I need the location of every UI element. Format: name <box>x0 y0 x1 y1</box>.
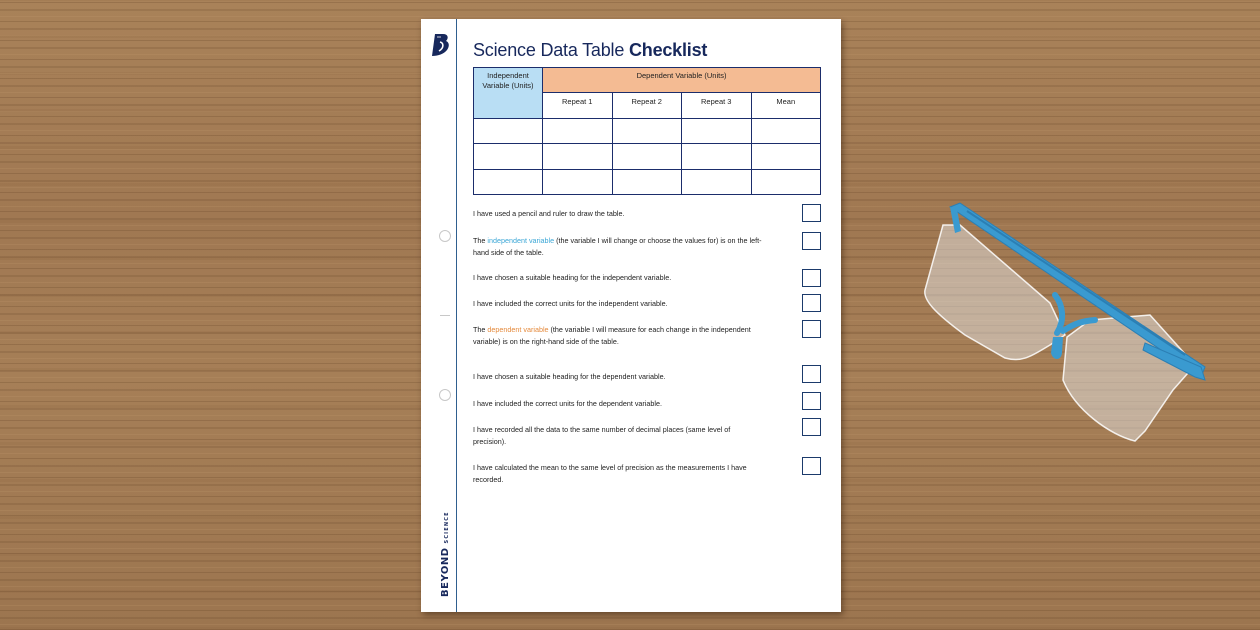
text-suffix: (the variable I will measure for each change in the independent variable) is on the right-hand side of the table. <box>473 325 751 346</box>
checklist-item-dependent-position <box>473 324 821 347</box>
data-table <box>473 67 821 195</box>
checklist-item-decimal-places <box>473 424 821 447</box>
title-bold: Checklist <box>628 40 708 60</box>
checklist-item-mean-precision <box>473 462 821 485</box>
checklist-text: I have calculated the mean to the same level of precision as the measurements I have recorded. <box>473 463 747 484</box>
dependent-variable-highlight: dependent variable <box>487 325 549 334</box>
table-cell[interactable] <box>751 118 821 143</box>
page-title <box>473 40 707 61</box>
title-regular: Science Data Table <box>473 40 629 60</box>
checklist-text: I have used a pencil and ruler to draw the table. <box>473 209 625 218</box>
independent-variable-header: Independent Variable (Units) <box>474 68 543 119</box>
checklist-text <box>473 235 763 258</box>
checklist-text: I have chosen a suitable heading for the dependent variable. <box>473 372 666 381</box>
table-cell[interactable] <box>474 169 543 194</box>
beyond-b-logo-icon <box>430 33 450 57</box>
checkbox[interactable] <box>802 294 821 312</box>
checklist-text: I have included the correct units for the independent variable. <box>473 299 668 308</box>
dependent-variable-header: Dependent Variable (Units) <box>543 68 821 93</box>
brand-sub: SCIENCE <box>444 511 450 544</box>
text-prefix: The <box>473 236 488 245</box>
table-cell[interactable] <box>682 144 752 169</box>
table-row <box>474 118 821 143</box>
table-row <box>474 169 821 194</box>
checklist-item-independent-heading <box>473 272 821 284</box>
table-cell[interactable] <box>543 118 613 143</box>
center-mark <box>440 315 450 316</box>
checkbox[interactable] <box>802 232 821 250</box>
checkbox[interactable] <box>802 365 821 383</box>
repeat-2-header: Repeat 2 <box>612 93 682 118</box>
brand-wordmark <box>440 511 451 597</box>
table-cell[interactable] <box>751 144 821 169</box>
checkbox[interactable] <box>802 392 821 410</box>
table-cell[interactable] <box>543 169 613 194</box>
checklist-item-pencil-ruler <box>473 208 821 220</box>
table-cell[interactable] <box>474 118 543 143</box>
checklist-item-dependent-units <box>473 398 821 410</box>
checklist-item-independent-position <box>473 235 821 258</box>
table-row <box>474 144 821 169</box>
checklist-text <box>473 324 763 347</box>
checklist-text: I have recorded all the data to the same number of decimal places (same level of precision). <box>473 425 731 446</box>
repeat-1-header: Repeat 1 <box>543 93 613 118</box>
checklist-item-independent-units <box>473 298 821 310</box>
table-cell[interactable] <box>543 144 613 169</box>
checkbox[interactable] <box>802 418 821 436</box>
punch-hole-bottom <box>439 389 451 401</box>
table-cell[interactable] <box>682 169 752 194</box>
checklist-text: I have included the correct units for the dependent variable. <box>473 399 662 408</box>
mean-header: Mean <box>751 93 821 118</box>
punch-hole-top <box>439 230 451 242</box>
checkbox[interactable] <box>802 269 821 287</box>
margin-line <box>456 19 457 612</box>
checklist-text: I have chosen a suitable heading for the independent variable. <box>473 273 672 282</box>
text-suffix: (the variable I will change or choose the values for) is on the left-hand side of the table. <box>473 236 762 257</box>
table-cell[interactable] <box>751 169 821 194</box>
table-cell[interactable] <box>612 169 682 194</box>
checkbox[interactable] <box>802 457 821 475</box>
independent-variable-highlight: independent variable <box>487 236 555 245</box>
checkbox[interactable] <box>802 320 821 338</box>
table-cell[interactable] <box>612 144 682 169</box>
table-cell[interactable] <box>612 118 682 143</box>
brand-main: BEYOND <box>440 547 451 597</box>
table-cell[interactable] <box>682 118 752 143</box>
worksheet-page <box>421 19 841 612</box>
text-prefix: The <box>473 325 488 334</box>
checkbox[interactable] <box>802 204 821 222</box>
table-cell[interactable] <box>474 144 543 169</box>
checklist-item-dependent-heading <box>473 371 821 383</box>
repeat-3-header: Repeat 3 <box>682 93 752 118</box>
safety-goggles-image <box>905 195 1225 455</box>
